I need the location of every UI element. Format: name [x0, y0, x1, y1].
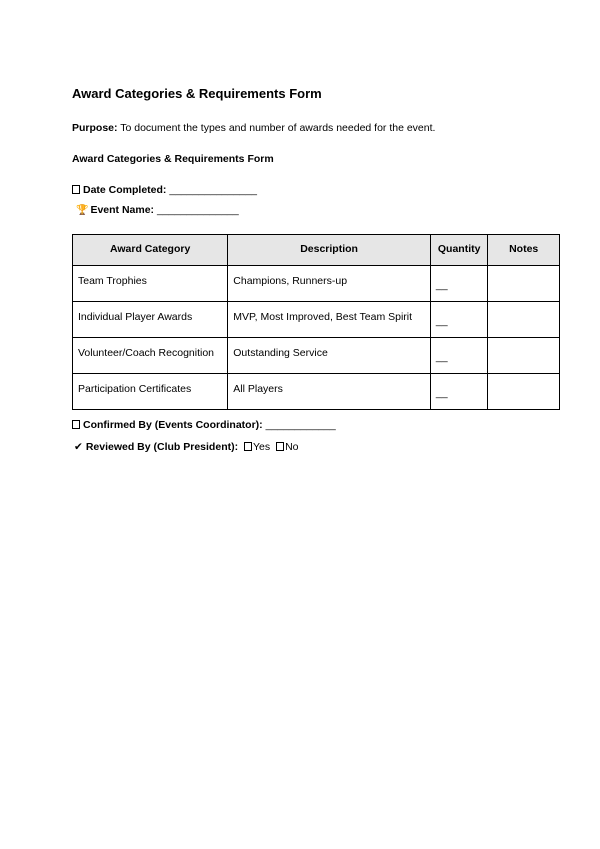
event-name-label: Event Name:	[90, 204, 155, 216]
reviewed-by-field	[74, 441, 299, 453]
cell-category: Volunteer/Coach Recognition	[73, 338, 228, 374]
cell-quantity[interactable]	[430, 374, 487, 410]
table-row	[73, 302, 560, 338]
confirmed-by-label: Confirmed By (Events Coordinator):	[83, 419, 263, 431]
page-title: Award Categories & Requirements Form	[72, 86, 322, 101]
calendar-icon	[72, 185, 80, 194]
cell-category: Participation Certificates	[73, 374, 228, 410]
quantity-blank[interactable]: __	[435, 315, 448, 327]
purpose-label: Purpose:	[72, 122, 118, 134]
cell-category: Team Trophies	[73, 266, 228, 302]
confirmed-by-blank[interactable]: ____________	[265, 419, 336, 431]
no-label: No	[285, 441, 299, 453]
purpose-line	[72, 122, 435, 134]
cell-notes[interactable]	[488, 266, 560, 302]
header-quantity: Quantity	[430, 235, 487, 266]
cell-description: All Players	[228, 374, 431, 410]
cell-category: Individual Player Awards	[73, 302, 228, 338]
quantity-blank[interactable]: __	[435, 351, 448, 363]
table-row	[73, 374, 560, 410]
date-completed-field	[72, 184, 257, 196]
cell-notes[interactable]	[488, 338, 560, 374]
cell-description: Champions, Runners-up	[228, 266, 431, 302]
form-subtitle: Award Categories & Requirements Form	[72, 153, 274, 165]
checkbox-icon	[72, 420, 80, 429]
confirmed-by-field	[72, 419, 336, 431]
table-row	[73, 338, 560, 374]
cell-quantity[interactable]	[430, 266, 487, 302]
cell-notes[interactable]	[488, 374, 560, 410]
purpose-text: To document the types and number of awards needed for the event.	[120, 122, 436, 134]
table-header-row	[73, 235, 560, 266]
checkmark-icon: ✔	[74, 441, 83, 453]
quantity-blank[interactable]: __	[435, 387, 448, 399]
header-notes: Notes	[488, 235, 560, 266]
header-award-category: Award Category	[73, 235, 228, 266]
yes-label: Yes	[253, 441, 271, 453]
no-checkbox[interactable]	[276, 442, 284, 451]
date-completed-label: Date Completed:	[83, 184, 167, 196]
cell-description: MVP, Most Improved, Best Team Spirit	[228, 302, 431, 338]
quantity-blank[interactable]: __	[435, 279, 448, 291]
cell-description: Outstanding Service	[228, 338, 431, 374]
event-name-field	[76, 204, 239, 216]
reviewed-by-label: Reviewed By (Club President):	[85, 441, 239, 453]
table-row	[73, 266, 560, 302]
cell-notes[interactable]	[488, 302, 560, 338]
award-categories-table	[72, 234, 560, 410]
cell-quantity[interactable]	[430, 338, 487, 374]
event-name-blank[interactable]: ______________	[156, 204, 239, 216]
yes-checkbox[interactable]	[244, 442, 252, 451]
date-completed-blank[interactable]: _______________	[169, 184, 257, 196]
header-description: Description	[228, 235, 431, 266]
cell-quantity[interactable]	[430, 302, 487, 338]
trophy-icon: 🏆	[76, 205, 89, 216]
